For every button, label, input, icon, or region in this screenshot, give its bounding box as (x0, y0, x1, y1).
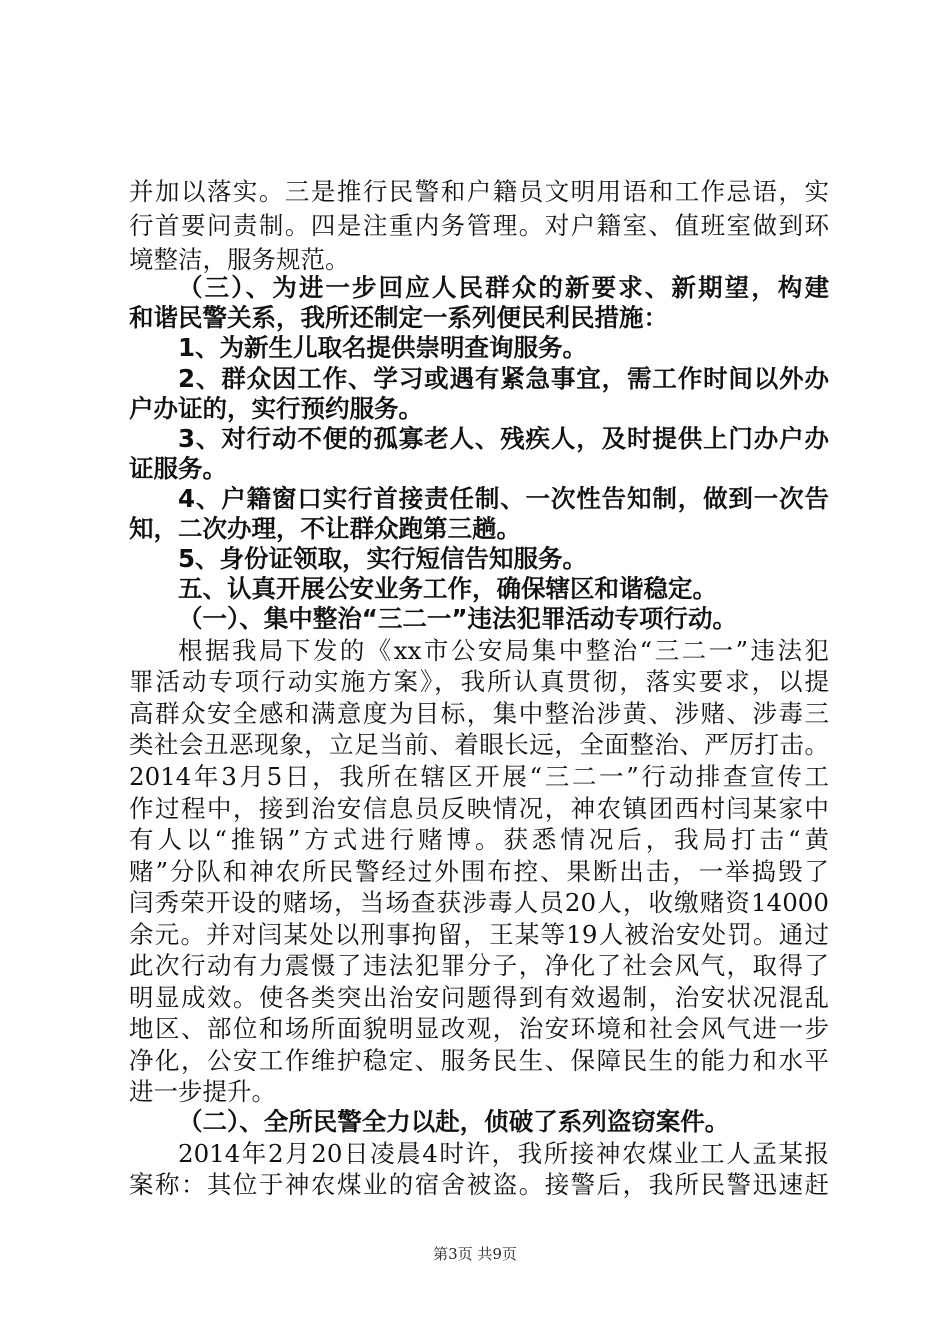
list-item: 知，二次办理，不让群众跑第三趟。 (129, 514, 521, 543)
list-item: 户办证的，实行预约服务。 (129, 394, 423, 423)
text-line: 根据我局下发的《xx市公安局集中整治“三二一”违法犯 (178, 636, 829, 665)
text-line: 净化，公安工作维护稳定、服务民生、保障民生的能力和水平 (129, 1046, 829, 1075)
page-footer: 第3页 共9页 (433, 1245, 517, 1263)
text-line: 闫秀荣开设的赌场，当场查获涉毒人员20人，收缴赌资14000 (129, 888, 829, 917)
text-line: 高群众安全感和满意度为目标，集中整治涉黄、涉赌、涉毒三 (129, 699, 829, 728)
text-line: 2014年3月5日，我所在辖区开展“三二一”行动排查宣传工 (129, 762, 829, 791)
list-item: 1、为新生儿取名提供崇明查询服务。 (178, 333, 588, 362)
text-line: 有人以“推锅”方式进行赌博。获悉情况后，我局打击“黄 (129, 825, 829, 854)
list-item: 3、对行动不便的孤寡老人、残疾人，及时提供上门办户办 (178, 424, 829, 453)
text-line: 余元。并对闫某处以刑事拘留，王某等19人被治安处罚。通过 (129, 920, 829, 949)
text-line: 作过程中，接到治安信息员反映情况，神农镇团西村闫某家中 (129, 794, 829, 823)
text-line: 赌”分队和神农所民警经过外围布控、果断出击，一举捣毁了 (129, 857, 829, 886)
section-heading: （二）、全所民警全力以赴，侦破了系列盗窃案件。 (178, 1107, 730, 1136)
text-line: 罪活动专项行动实施方案》，我所认真贯彻，落实要求，以提 (129, 667, 829, 696)
section-heading: 和谐民警关系，我所还制定一系列便民利民措施： (129, 303, 668, 332)
text-line: 进一步提升。 (129, 1077, 276, 1106)
list-item: 5、身份证领取，实行短信告知服务。 (178, 544, 588, 573)
section-heading: （一）、集中整治“三二一”违法犯罪活动专项行动。 (178, 604, 737, 633)
text-line: 案称：其位于神农煤业的宿舍被盗。接警后，我所民警迅速赶 (129, 1170, 829, 1199)
list-item: 证服务。 (129, 454, 227, 483)
text-line: 行首要问责制。四是注重内务管理。对户籍室、值班室做到环 (129, 211, 829, 240)
text-line: 并加以落实。三是推行民警和户籍员文明用语和工作忌语，实 (129, 177, 829, 206)
section-heading: （三）、为进一步回应人民群众的新要求、新期望，构建 (178, 273, 829, 302)
list-item: 4、户籍窗口实行首接责任制、一次性告知制，做到一次告 (178, 484, 829, 513)
text-line: 2014年2月20日凌晨4时许，我所接神农煤业工人孟某报 (178, 1139, 829, 1168)
text-line: 此次行动有力震慑了违法犯罪分子，净化了社会风气，取得了 (129, 951, 829, 980)
section-heading: 五、认真开展公安业务工作，确保辖区和谐稳定。 (178, 574, 717, 603)
text-line: 地区、部位和场所面貌明显改观，治安环境和社会风气进一步 (129, 1014, 829, 1043)
text-line: 境整洁，服务规范。 (129, 245, 350, 274)
text-line: 明显成效。使各类突出治安问题得到有效遏制，治安状况混乱 (129, 983, 829, 1012)
text-line: 类社会丑恶现象，立足当前、着眼长远，全面整治、严厉打击。 (129, 730, 829, 759)
list-item: 2、群众因工作、学习或遇有紧急事宜，需工作时间以外办 (178, 364, 829, 393)
